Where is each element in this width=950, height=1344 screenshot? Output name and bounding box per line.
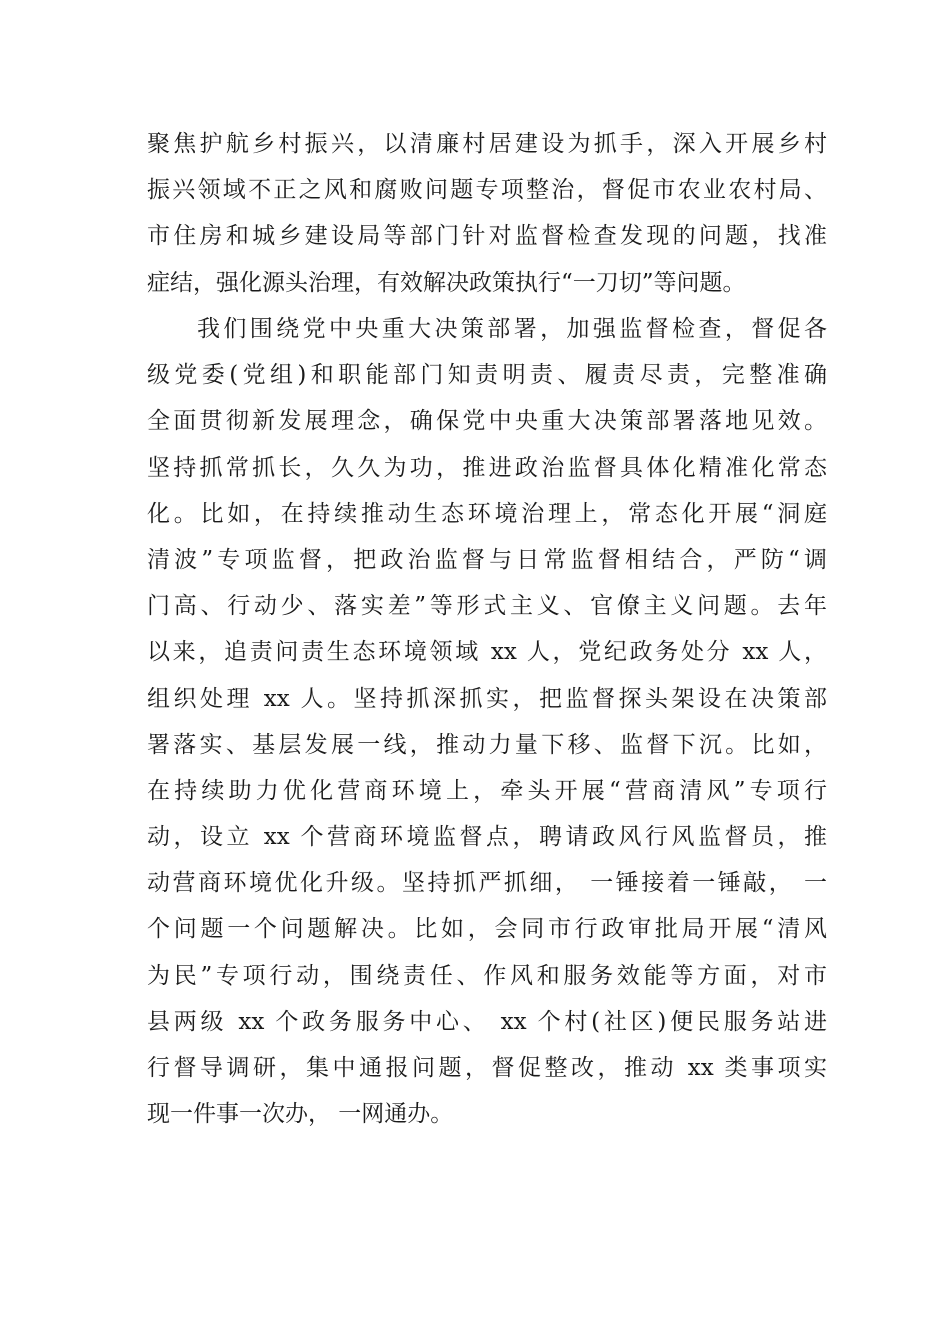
paragraph-line: 症结，强化源头治理，有效解决政策执行“一刀切”等问题。 bbox=[147, 269, 746, 296]
paragraph-line: 坚持抓常抓长，久久为功，推进政治监督具体化精准化常态 bbox=[147, 454, 827, 481]
paragraph-line: 振兴领域不正之风和腐败问题专项整治，督促市农业农村局、 bbox=[147, 177, 827, 204]
paragraph-1 bbox=[147, 121, 827, 306]
paragraph-line: 以来，追责问责生态环境领域 xx 人，党纪政务处分 xx 人， bbox=[147, 639, 827, 666]
paragraph-line: 清波”专项监督，把政治监督与日常监督相结合，严防“调 bbox=[147, 546, 827, 573]
paragraph-line: 动营商环境优化升级。坚持抓严抓细， 一锤接着一锤敲， 一 bbox=[147, 870, 827, 897]
paragraph-line: 我们围绕党中央重大决策部署，加强监督检查，督促各 bbox=[197, 316, 827, 342]
paragraph-line: 化。比如，在持续推动生态环境治理上，常态化开展“洞庭 bbox=[147, 500, 827, 527]
paragraph-line: 市住房和城乡建设局等部门针对监督检查发现的问题，找准 bbox=[147, 223, 827, 250]
paragraph-line: 门高、行动少、落实差”等形式主义、官僚主义问题。去年 bbox=[147, 593, 827, 620]
paragraph-line: 全面贯彻新发展理念，确保党中央重大决策部署落地见效。 bbox=[147, 408, 827, 435]
paragraph-line: 署落实、基层发展一线，推动力量下移、监督下沉。比如， bbox=[147, 731, 827, 758]
paragraph-line: 个问题一个问题解决。比如，会同市行政审批局开展“清风 bbox=[147, 916, 827, 943]
paragraph-2 bbox=[147, 306, 827, 1137]
paragraph-line: 县两级 xx 个政务服务中心、 xx 个村(社区)便民服务站进 bbox=[147, 1008, 827, 1035]
paragraph-line: 在持续助力优化营商环境上，牵头开展“营商清风”专项行 bbox=[147, 777, 827, 804]
paragraph-line: 行督导调研，集中通报问题，督促整改，推动 xx 类事项实 bbox=[147, 1055, 827, 1081]
paragraph-line: 聚焦护航乡村振兴，以清廉村居建设为抓手，深入开展乡村 bbox=[147, 131, 827, 157]
paragraph-line: 级党委(党组)和职能部门知责明责、履责尽责，完整准确 bbox=[147, 362, 827, 389]
paragraph-line: 现一件事一次办， 一网通办。 bbox=[147, 1101, 454, 1128]
paragraph-line: 动，设立 xx 个营商环境监督点，聘请政风行风监督员，推 bbox=[147, 824, 827, 851]
paragraph-line: 组织处理 xx 人。坚持抓深抓实，把监督探头架设在决策部 bbox=[147, 685, 827, 712]
paragraph-line: 为民”专项行动，围绕责任、作风和服务效能等方面，对市 bbox=[147, 962, 827, 989]
